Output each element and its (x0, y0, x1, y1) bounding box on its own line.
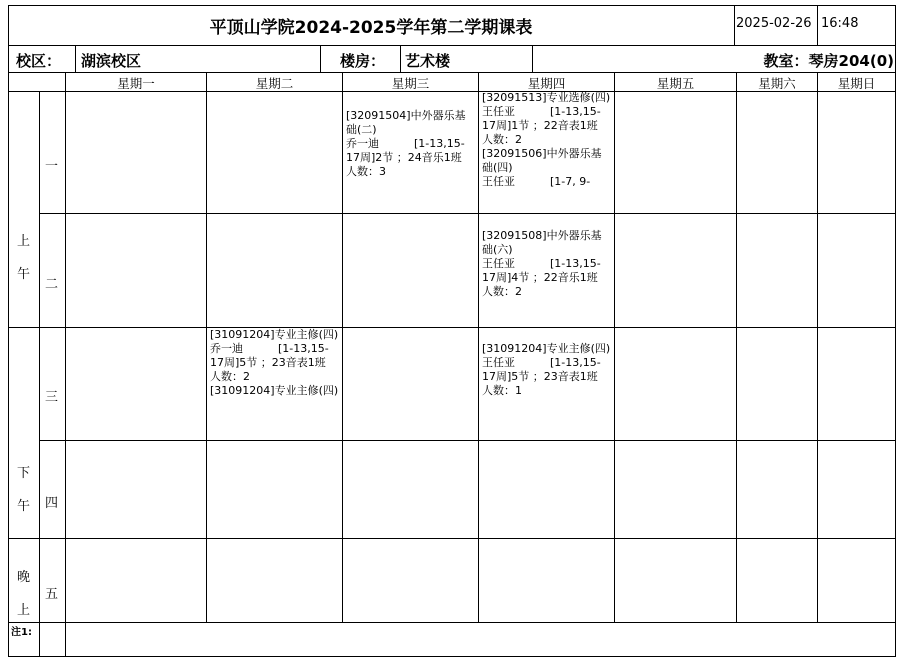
day-header-wed: 星期三 (391, 76, 430, 91)
afternoon-label-1: 下 (17, 466, 31, 481)
building-value: 艺术楼 (405, 52, 451, 70)
building-label: 楼房： (340, 52, 386, 70)
section-2: 二 (45, 277, 59, 292)
section-4: 四 (45, 496, 59, 511)
evening-label-1: 晚 (17, 570, 31, 585)
evening-label-2: 上 (17, 603, 31, 618)
course-cell-tue-p3: [31091204]专业主修(四) 乔一迪 [1-13,15-17周]5节 ；23音表1班 人数：2 [31091204]专业主修(四) (210, 328, 339, 397)
day-header-tue: 星期二 (255, 76, 294, 91)
section-1: 一 (45, 159, 59, 174)
campus-value: 湖滨校区 (81, 52, 142, 70)
page-title: 平顶山学院2024-2025学年第二学期课表 (209, 18, 533, 38)
day-header-mon: 星期一 (117, 76, 155, 91)
day-header-thu: 星期四 (527, 76, 566, 91)
section-5: 五 (45, 587, 59, 602)
afternoon-label-2: 午 (17, 499, 31, 514)
section-3: 三 (45, 390, 59, 405)
day-header-fri: 星期五 (656, 76, 695, 91)
day-header-sat: 星期六 (758, 76, 796, 91)
course-cell-thu-p3: [31091204]专业主修(四) 王任亚 [1-13,15-17周]5节 ；23音表1班 人数：1 (482, 342, 611, 397)
morning-label-1: 上 (17, 234, 31, 249)
campus-label: 校区： (16, 52, 62, 70)
course-cell-wed-p1: [32091504]中外器乐基础(二) 乔一迪 [1-13,15-17周]2节 ；24音乐1班 人数：3 (346, 109, 466, 178)
print-time: 16:48 (821, 16, 859, 31)
day-header-sun: 星期日 (837, 76, 876, 91)
course-cell-thu-p1: [32091513]专业选修(四) 王任亚 [1-13,15-17周]1节 ；22音表1班 人数：2 [32091506]中外器乐基础(四) 王任亚 [1-7, 9- (482, 91, 611, 188)
course-cell-thu-p2: [32091508]中外器乐基础(六) 王任亚 [1-13,15-17周]4节 ；22音乐1班 人数：2 (482, 229, 602, 298)
note-label: 注1: (11, 627, 32, 638)
morning-label-2: 午 (17, 267, 31, 282)
print-date: 2025-02-26 (736, 16, 812, 31)
room-label: 教室：琴房204(0) (763, 52, 894, 70)
